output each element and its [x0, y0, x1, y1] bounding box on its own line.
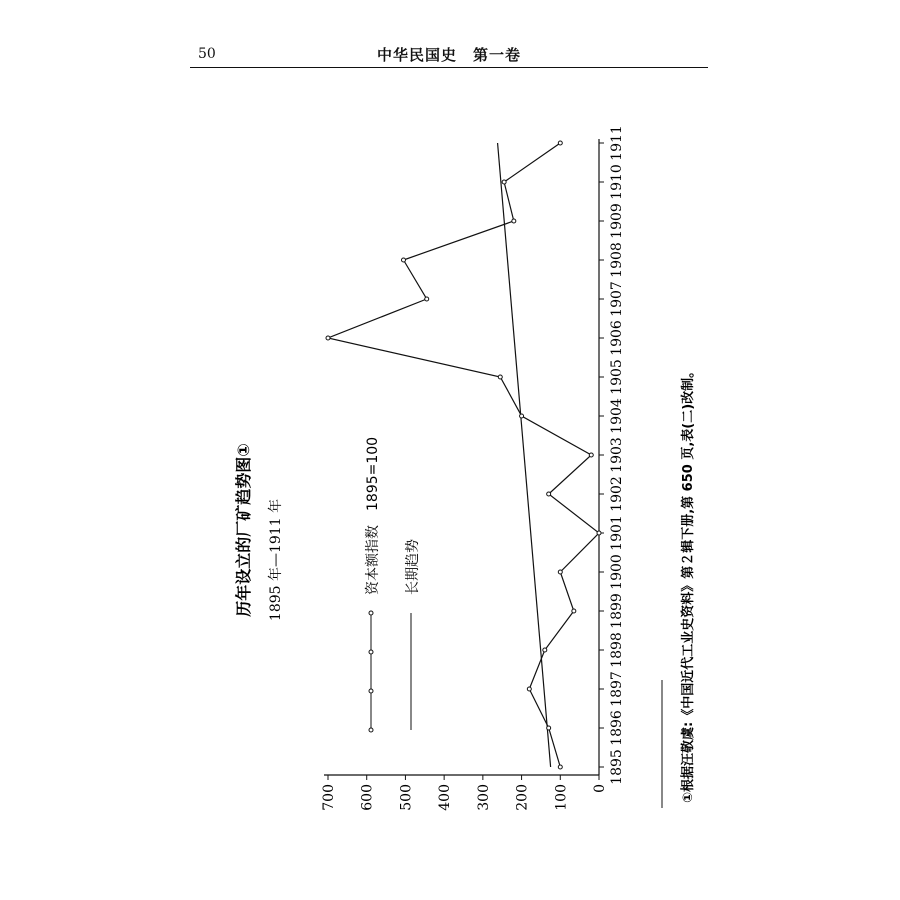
x-tick-label: 1896	[609, 710, 625, 746]
chart-titles	[234, 443, 284, 621]
y-tick-label: 500	[398, 784, 415, 811]
x-tick-label: 1910	[609, 164, 625, 200]
capital-index-point	[558, 765, 562, 769]
legend-marker-point	[369, 728, 373, 732]
capital-index-point	[558, 141, 562, 145]
legend-marker-point	[369, 650, 373, 654]
y-tick-label: 600	[359, 784, 376, 811]
y-tick-label: 400	[437, 784, 454, 811]
y-tick-label: 300	[475, 784, 492, 811]
x-tick-label: 1897	[609, 671, 625, 707]
capital-index-point	[597, 531, 601, 535]
x-tick-label: 1898	[609, 632, 625, 668]
capital-index-point	[572, 609, 576, 613]
x-tick-label: 1901	[609, 515, 625, 551]
capital-index-point	[425, 297, 429, 301]
capital-index-point	[543, 648, 547, 652]
capital-index-point	[589, 453, 593, 457]
x-tick-label: 1899	[609, 593, 625, 629]
capital-index-point	[558, 570, 562, 574]
capital-index-point	[326, 336, 330, 340]
capital-index-point	[512, 219, 516, 223]
chart-subtitle: 1895 年—1911 年	[268, 498, 284, 622]
capital-index-point	[502, 180, 506, 184]
x-tick-label: 1909	[609, 203, 625, 239]
x-tick-label: 1900	[609, 554, 625, 590]
book-title: 中华民国史 第一卷	[376, 46, 521, 64]
legend-marker-point	[369, 689, 373, 693]
capital-index-point	[527, 687, 531, 691]
y-tick-label: 0	[592, 784, 608, 793]
x-tick-label: 1906	[609, 320, 625, 356]
capital-index-point	[547, 492, 551, 496]
y-tick-label: 700	[321, 784, 337, 811]
capital-index-point	[547, 726, 551, 730]
chart-title: 历年设立的厂矿趋势图①	[234, 443, 253, 617]
legend-label-trend: 长期趋势	[405, 539, 421, 595]
footnote-text: ①根据汪敬虞:《中国近代工业史资料》第２辑下册,第 650 页,表(二)改制。	[681, 364, 696, 803]
legend	[364, 437, 421, 732]
x-tick-label: 1907	[609, 281, 625, 317]
x-tick-label: 1903	[609, 437, 625, 473]
trend-series	[498, 143, 551, 767]
y-tick-label: 200	[514, 784, 531, 811]
x-tick-label: 1905	[609, 359, 625, 395]
trend-line	[498, 143, 551, 767]
capital-index-point	[520, 414, 524, 418]
legend-label-capital-index: 资本额指数 1895=100	[365, 436, 381, 595]
x-tick-label: 1904	[609, 398, 625, 434]
x-tick-label: 1902	[609, 476, 625, 512]
legend-marker-point	[369, 611, 373, 615]
capital-index-point	[498, 375, 502, 379]
capital-index-point	[401, 258, 405, 262]
x-tick-label: 1895	[609, 749, 625, 785]
x-tick-label: 1911	[609, 125, 625, 161]
page-number: 50	[198, 46, 216, 62]
x-tick-label: 1908	[609, 242, 625, 278]
y-tick-label: 100	[553, 784, 570, 811]
